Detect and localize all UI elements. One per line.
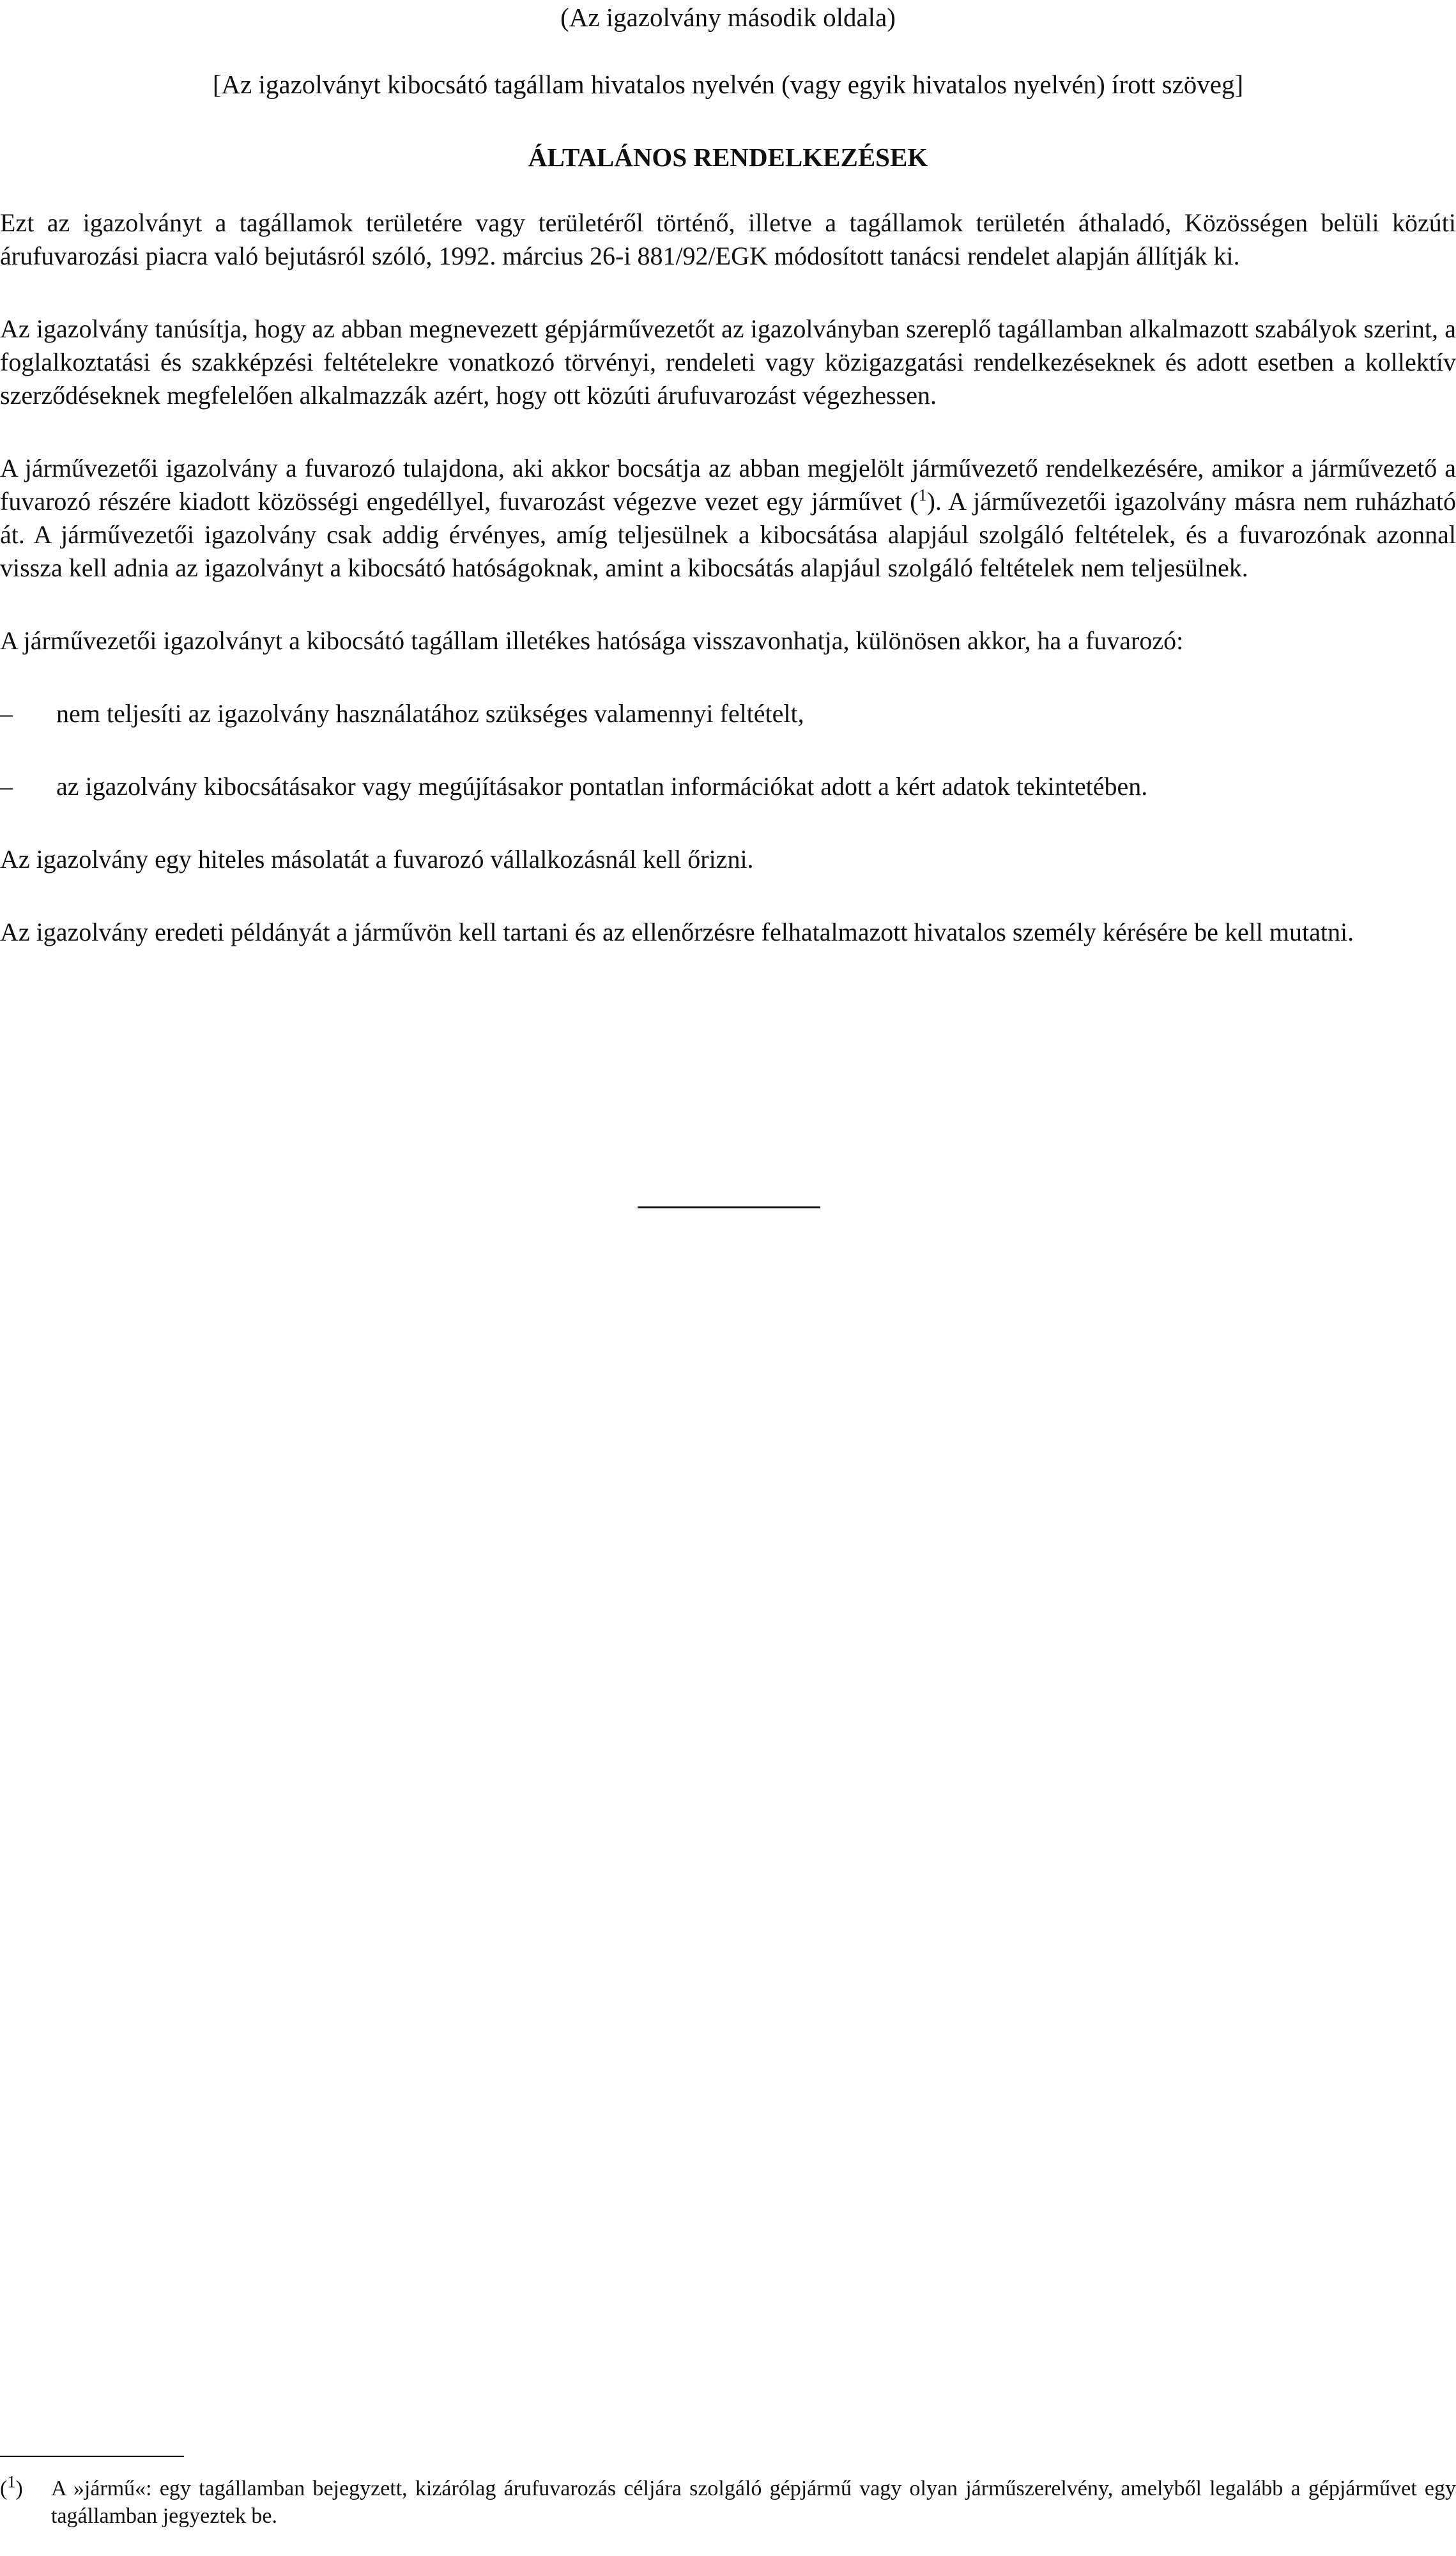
page-caption: (Az igazolvány második oldala) [560,3,896,32]
dash-marker: – [0,772,13,801]
language-note: [Az igazolványt kibocsátó tagállam hivatalos nyelvén (vagy egyik hivatalos nyelvén) írott szöveg] [212,70,1244,99]
footnote-reference: 1 [918,486,927,505]
paragraph-certified-copy: Az igazolvány egy hiteles másolatát a fuvarozó vállalkozásnál kell őrizni. [0,845,754,874]
paragraph-ownership-text-end: ). A járművezetői igazolvány másra nem ruházható át. A járművezetői igazolvány csak addig érvényes, amíg teljesülnek a kibocsátása alapjául szolgáló feltételek, és a fuvarozónak azonnal vissza kell adnia az igazolványt a kibocsátó hatóságoknak, amint a kibocsátás alapjául szolgáló feltételek nem teljesülnek. [0,487,1456,582]
paragraph-withdrawal-intro: A járművezetői igazolványt a kibocsátó tagállam illetékes hatósága visszavonhatja, különösen akkor, ha a fuvarozó: [0,626,1184,655]
section-title: ÁLTALÁNOS RENDELKEZÉSEK [528,142,928,172]
paragraph-original-copy: Az igazolvány eredeti példányát a járművön kell tartani és az ellenőrzésre felhatalmazott hivatalos személy kérésére be kell mutatni. [0,918,1354,946]
footnote-marker: ($^1$) [0,2472,23,2500]
end-of-text-rule [638,1206,820,1208]
paragraph-legal-basis: Ezt az igazolványt a tagállamok területére vagy területéről történő, illetve a tagállamok területén áthaladó, Közösségen belüli közúti árufuvarozási piacra való bejutásról szóló, 1992. március 26-i 881/92/EGK módosított tanácsi rendelet alapján állítják ki. [0,208,1456,270]
body-text [0,206,1456,989]
footnote-separator [0,2456,184,2457]
list-item-text: az igazolvány kibocsátásakor vagy megújításakor pontatlan információkat adott a kért adatok tekintetében. [56,772,1148,801]
list-item [0,697,1456,730]
paragraph-certification: Az igazolvány tanúsítja, hogy az abban megnevezett gépjárművezetőt az igazolványban szereplő tagállamban alkalmazott szabályok szerint, a foglalkoztatási és szakképzési feltételekre vonatkozó törvényi, rendeleti vagy közigazgatási rendelkezéseknek és adott esetben a kollektív szerződéseknek megfelelően alkalmazzák azért, hogy ott közúti árufuvarozást végezhessen. [0,314,1456,410]
list-item [0,770,1456,803]
footnote-text: A »jármű«: egy tagállamban bejegyzett, kizárólag árufuvarozás céljára szolgáló gépjármű vagy olyan járműszerelvény, amelyből legalább a gépjárművet egy tagállamban jegyeztek be. [51,2477,1456,2528]
list-item-text: nem teljesíti az igazolvány használatához szükséges valamennyi feltételt, [56,699,804,728]
paragraph-ownership [0,452,1456,585]
dash-marker: – [0,699,13,728]
footnote [0,2472,1456,2530]
footnote-marker-number: 1 [7,2472,16,2491]
paragraph-ownership-text-start: A járművezetői igazolvány a fuvarozó tulajdona, aki akkor bocsátja az abban megjelölt járművezető rendelkezésére, amikor a járművezető a fuvarozó részére kiadott közösségi engedéllyel, fuvarozást végezve vezet egy járművet ( [0,454,1456,516]
